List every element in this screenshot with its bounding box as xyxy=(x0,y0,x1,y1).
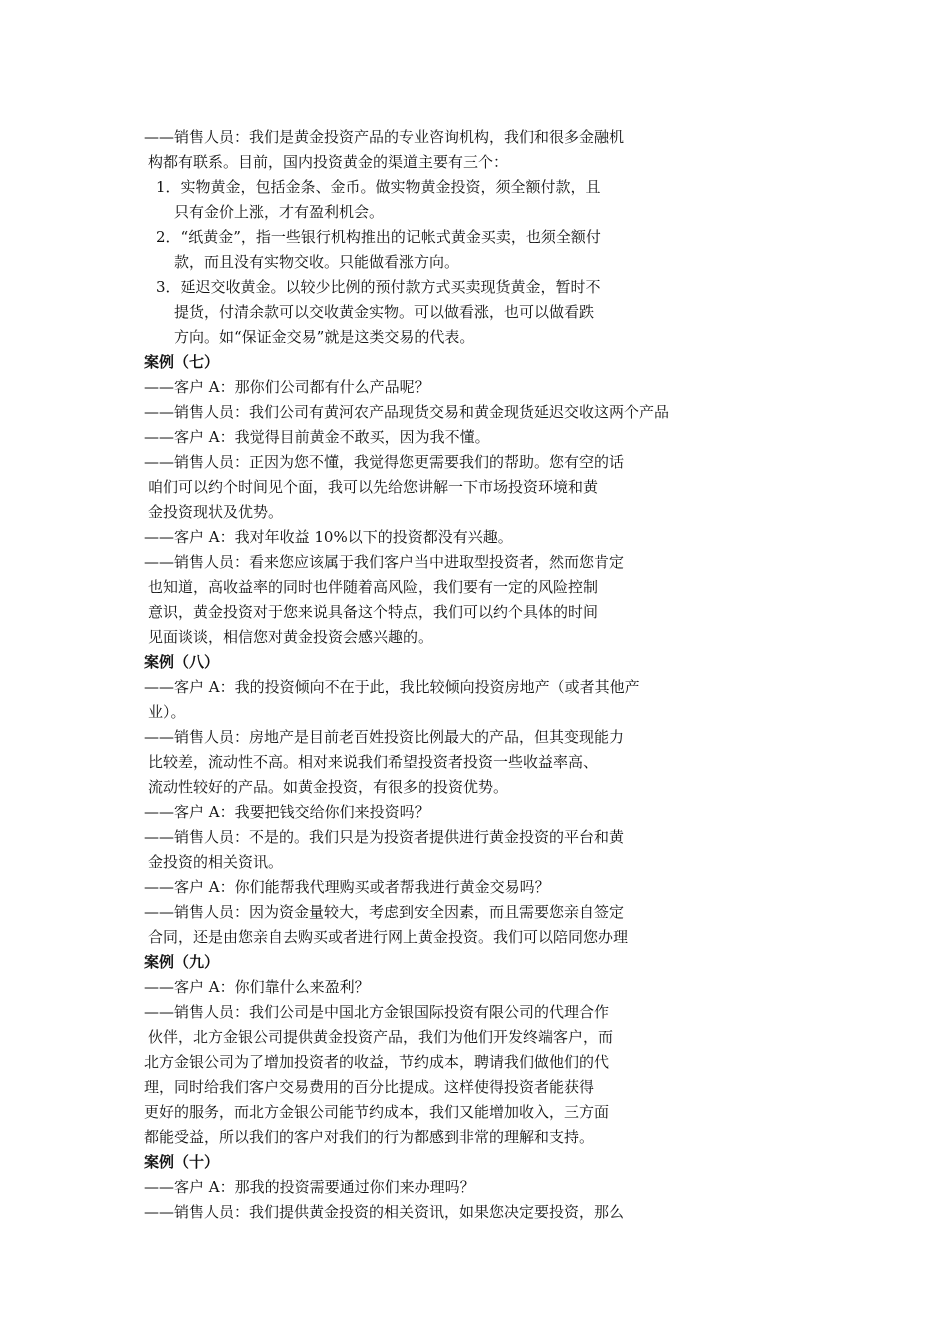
dialogue-line: ——客户 A：那你们公司都有什么产品呢？ xyxy=(144,378,430,396)
list-item-3: 3．延迟交收黄金。以较少比例的预付款方式买卖现货黄金，暂时不 xyxy=(156,278,601,296)
dialogue-line-continued: 都能受益，所以我们的客户对我们的行为都感到非常的理解和支持。 xyxy=(144,1128,595,1146)
dialogue-line-continued: 北方金银公司为了增加投资者的收益，节约成本，聘请我们做他们的代 xyxy=(144,1053,610,1071)
section-heading-case-10: 案例（十） xyxy=(144,1153,220,1171)
dialogue-line: ——销售人员：看来您应该属于我们客户当中进取型投资者，然而您肯定 xyxy=(144,553,625,571)
dialogue-line: ——销售人员：我们公司是中国北方金银国际投资有限公司的代理合作 xyxy=(144,1003,610,1021)
dialogue-line-continued: 金投资现状及优势。 xyxy=(148,503,284,521)
list-item-1-continued: 只有金价上涨，才有盈利机会。 xyxy=(174,203,385,221)
dialogue-line-continued: 见面谈谈，相信您对黄金投资会感兴趣的。 xyxy=(148,628,434,646)
dialogue-line-continued: 比较差，流动性不高。相对来说我们希望投资者投资一些收益率高、 xyxy=(148,753,599,771)
dialogue-line-continued: 流动性较好的产品。如黄金投资，有很多的投资优势。 xyxy=(148,778,509,796)
dialogue-line: ——客户 A：我觉得目前黄金不敢买，因为我不懂。 xyxy=(144,428,490,446)
paragraph-line: 构都有联系。目前，国内投资黄金的渠道主要有三个： xyxy=(148,153,509,171)
list-item-3-continued: 提货，付清余款可以交收黄金实物。可以做看涨，也可以做看跌 xyxy=(174,303,595,321)
dialogue-line: ——销售人员：我们提供黄金投资的相关资讯，如果您决定要投资，那么 xyxy=(144,1203,625,1221)
dialogue-line: ——销售人员：房地产是目前老百姓投资比例最大的产品，但其变现能力 xyxy=(144,728,625,746)
section-heading-case-8: 案例（八） xyxy=(144,653,220,671)
dialogue-line: ——销售人员：我们公司有黄河农产品现货交易和黄金现货延迟交收这两个产品 xyxy=(144,403,670,421)
dialogue-line: ——销售人员：因为资金量较大，考虑到安全因素，而且需要您亲自签定 xyxy=(144,903,625,921)
list-item-2-continued: 款，而且没有实物交收。只能做看涨方向。 xyxy=(174,253,460,271)
dialogue-line: ——客户 A：你们能帮我代理购买或者帮我进行黄金交易吗？ xyxy=(144,878,550,896)
section-heading-case-7: 案例（七） xyxy=(144,353,220,371)
dialogue-line-continued: 金投资的相关资讯。 xyxy=(148,853,284,871)
dialogue-line: ——客户 A：我要把钱交给你们来投资吗？ xyxy=(144,803,430,821)
dialogue-line: ——客户 A：你们靠什么来盈利？ xyxy=(144,978,370,996)
dialogue-line-continued: 也知道，高收益率的同时也伴随着高风险，我们要有一定的风险控制 xyxy=(148,578,599,596)
list-item-2: 2．“纸黄金”，指一些银行机构推出的记帐式黄金买卖，也须全额付 xyxy=(156,228,601,246)
dialogue-line: ——客户 A：我的投资倾向不在于此，我比较倾向投资房地产（或者其他产 xyxy=(144,678,640,696)
dialogue-line: ——销售人员：正因为您不懂，我觉得您更需要我们的帮助。您有空的话 xyxy=(144,453,625,471)
list-item-3-continued: 方向。如“保证金交易”就是这类交易的代表。 xyxy=(174,328,475,346)
dialogue-line-continued: 合同，还是由您亲自去购买或者进行网上黄金投资。我们可以陪同您办理 xyxy=(148,928,629,946)
dialogue-line-continued: 更好的服务，而北方金银公司能节约成本，我们又能增加收入，三方面 xyxy=(144,1103,610,1121)
dialogue-line: ——客户 A：我对年收益 10%以下的投资都没有兴趣。 xyxy=(144,528,513,546)
dialogue-line-continued: 理，同时给我们客户交易费用的百分比提成。这样使得投资者能获得 xyxy=(144,1078,595,1096)
dialogue-line: ——客户 A：那我的投资需要通过你们来办理吗？ xyxy=(144,1178,475,1196)
dialogue-line-continued: 伙伴，北方金银公司提供黄金投资产品，我们为他们开发终端客户，而 xyxy=(148,1028,614,1046)
list-item-1: 1．实物黄金，包括金条、金币。做实物黄金投资，须全额付款，且 xyxy=(156,178,601,196)
dialogue-line: ——销售人员：不是的。我们只是为投资者提供进行黄金投资的平台和黄 xyxy=(144,828,625,846)
paragraph-line: ——销售人员：我们是黄金投资产品的专业咨询机构，我们和很多金融机 xyxy=(144,128,625,146)
dialogue-line-continued: 意识，黄金投资对于您来说具备这个特点，我们可以约个具体的时间 xyxy=(148,603,599,621)
section-heading-case-9: 案例（九） xyxy=(144,953,220,971)
dialogue-line-continued: 咱们可以约个时间见个面，我可以先给您讲解一下市场投资环境和黄 xyxy=(148,478,599,496)
dialogue-line-continued: 业）。 xyxy=(148,703,186,721)
